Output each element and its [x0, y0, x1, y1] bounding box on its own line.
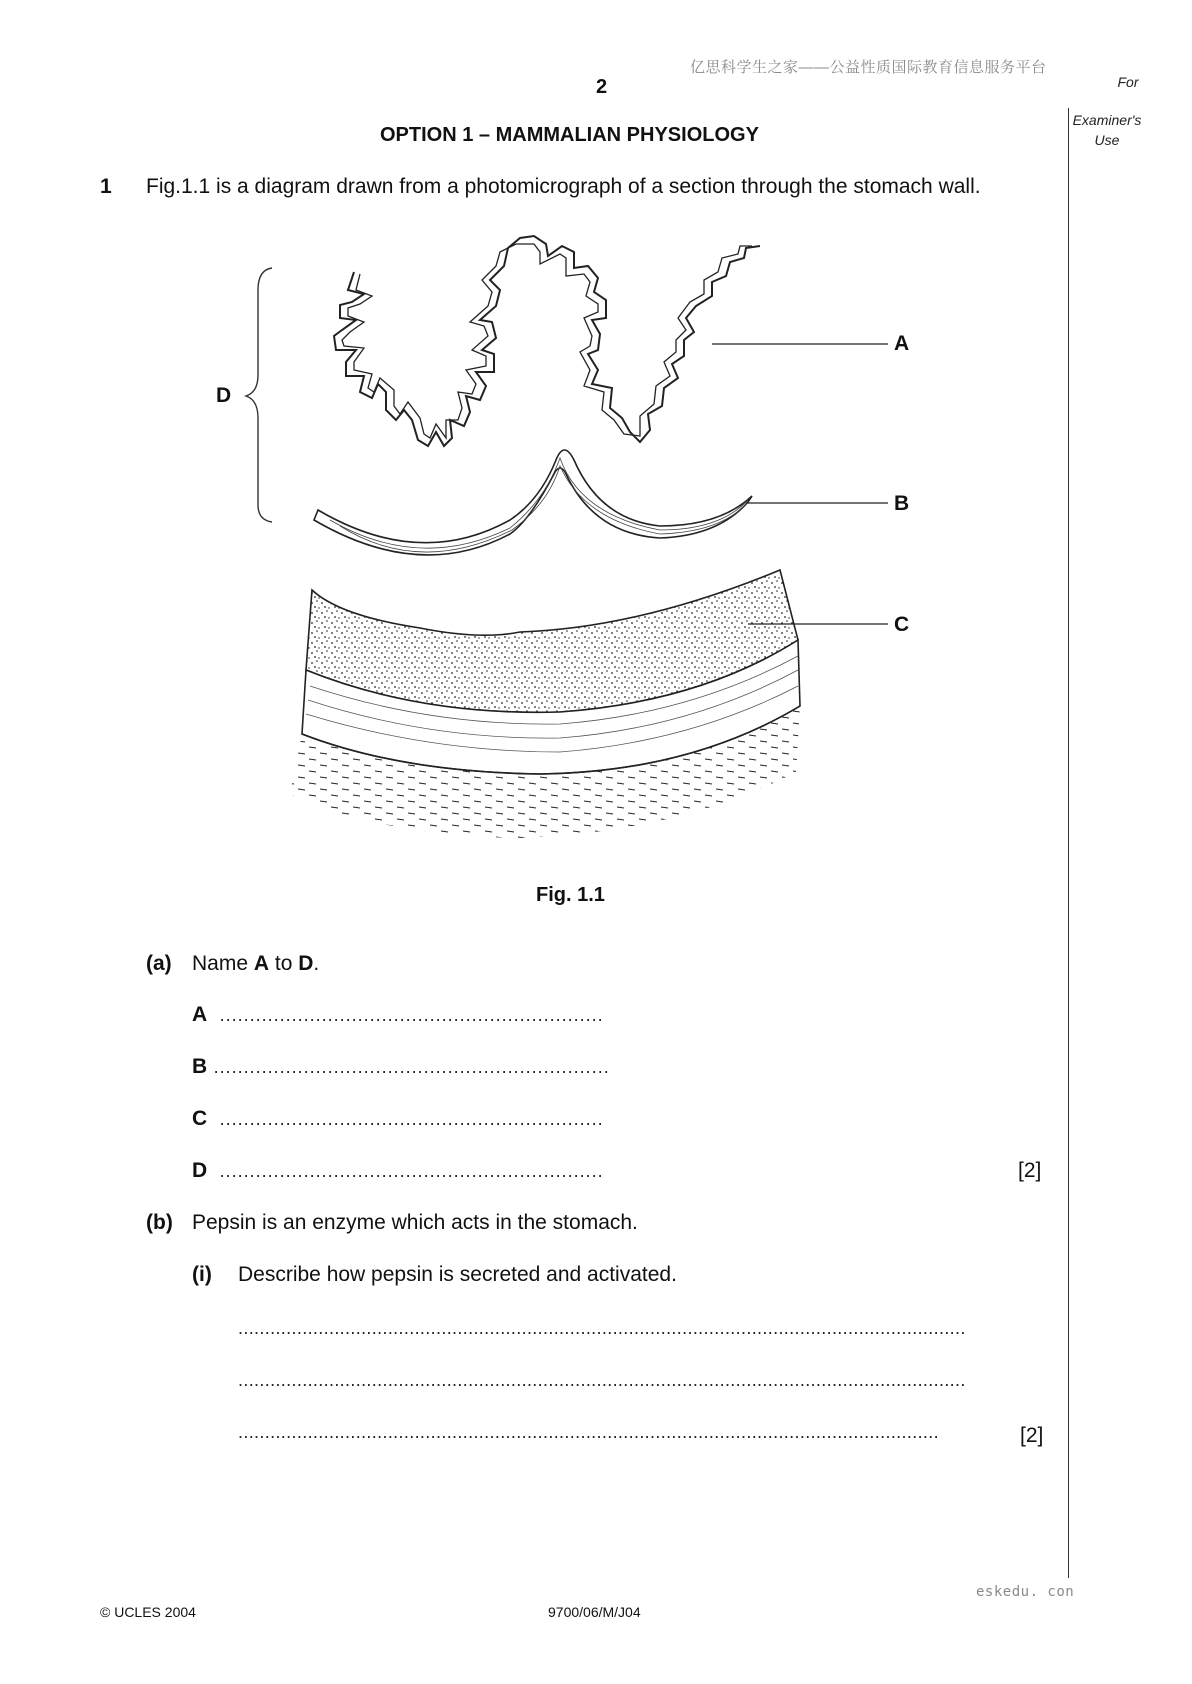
part-a-question: Name A to D.: [192, 952, 320, 975]
footer-code: 9700/06/M/J04: [548, 1604, 641, 1620]
muscularis-mucosae: [314, 450, 752, 555]
part-b-i-marker: (i): [192, 1263, 212, 1286]
part-b-text: Pepsin is an enzyme which acts in the stomach.: [192, 1211, 638, 1234]
answer-line-d[interactable]: ................................................................: [219, 1161, 604, 1181]
watermark-top: 亿思科学生之家——公益性质国际教育信息服务平台: [690, 59, 1047, 76]
page-title: OPTION 1 – MAMMALIAN PHYSIOLOGY: [380, 124, 759, 146]
part-a-marker: (a): [146, 952, 172, 975]
answer-letter-a: A: [192, 1003, 208, 1026]
mucosa-outline-inner: [342, 244, 752, 438]
answer-line-b-i-1[interactable]: ........................................................................................................................................: [238, 1318, 966, 1338]
figure-label-d: D: [216, 384, 232, 407]
part-b-marker: (b): [146, 1211, 173, 1234]
margin-for: For: [1117, 74, 1139, 90]
figure-label-a: A: [894, 332, 910, 355]
answer-line-c[interactable]: ................................................................: [219, 1109, 604, 1129]
part-a-marks: [2]: [1018, 1159, 1042, 1182]
answer-line-b-i-3[interactable]: ...................................................................................................................................: [238, 1422, 939, 1442]
page-number: 2: [596, 76, 608, 98]
answer-row-c: [192, 1107, 604, 1131]
figure-label-c: C: [894, 613, 910, 636]
part-b-i-marks: [2]: [1020, 1424, 1044, 1447]
answer-letter-d: D: [192, 1159, 208, 1182]
mucosa-outline-outer: [334, 236, 760, 446]
answer-letter-c: C: [192, 1107, 208, 1130]
margin-use: Use: [1094, 132, 1120, 148]
answer-line-a[interactable]: ................................................................: [219, 1005, 604, 1025]
answer-row-b: [192, 1055, 610, 1079]
margin-examiners: Examiner's: [1072, 112, 1142, 128]
watermark-bottom: eskedu. con: [976, 1584, 1075, 1600]
question-number: 1: [100, 175, 112, 198]
answer-line-b[interactable]: ..................................................................: [213, 1057, 610, 1077]
answer-letter-b: B: [192, 1055, 208, 1078]
footer-copyright: © UCLES 2004: [100, 1604, 196, 1620]
answer-line-b-i-2[interactable]: ........................................................................................................................................: [238, 1370, 966, 1390]
question-intro: Fig.1.1 is a diagram drawn from a photomicrograph of a section through the stomach wall.: [146, 175, 981, 198]
brace-d: [246, 268, 272, 522]
figure-label-b: B: [894, 492, 910, 515]
part-b-i-text: Describe how pepsin is secreted and activated.: [238, 1263, 677, 1286]
figure-caption: Fig. 1.1: [536, 884, 605, 906]
answer-row-a: [192, 1003, 604, 1027]
answer-row-d: [192, 1159, 604, 1183]
